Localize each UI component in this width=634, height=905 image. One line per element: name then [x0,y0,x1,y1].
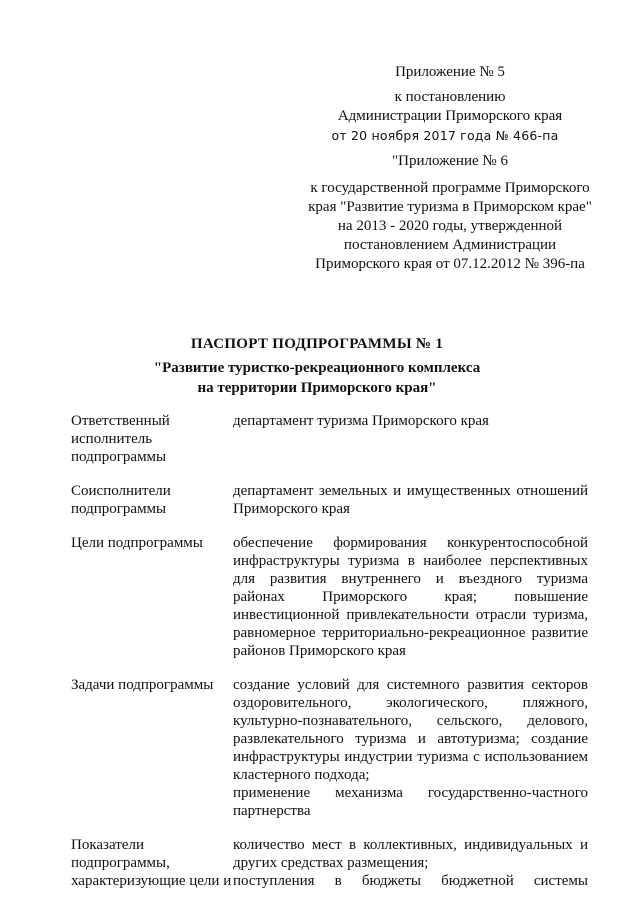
row-label: Показатели подпрограммы, характеризующие цели и [71,837,232,889]
passport-row-coexecutors [71,482,588,518]
row-value-text: создание условий для системного развития секторов оздоровительного, экологического, пляжного, культурно-познавательного, сельского, делового, развлекательного туризма и автотуризма; создание инфраструктуры индустрии туризма с использованием кластерного подхода; [233,677,588,783]
row-value-text: департамент туризма Приморского края [233,413,489,429]
appendix-5-block [300,63,600,145]
passport-title-main: ПАСПОРТ ПОДПРОГРАММЫ № 1 [190,336,444,352]
decree-date-stamp: от 20 ноября 2017 года № 466-па [331,128,559,143]
passport-row-responsible [71,412,588,466]
passport-subtitle-line1: "Развитие туристко-рекреационного комплекса [153,360,481,376]
passport-table [71,412,588,890]
passport-subtitle-line2: на территории Приморского края" [197,380,437,396]
row-label: Задачи подпрограммы [71,677,214,693]
appendix-5-heading: Приложение № 5 [395,64,505,80]
row-value-text: департамент земельных и имущественных отношений Приморского края [233,483,588,517]
row-value-text: количество мест в коллективных, индивидуальных и других средствах размещения; [233,837,588,871]
row-value [233,482,588,518]
appendix-6-body: к государственной программе Приморского края "Развитие туризма в Приморском крае" на 2013 - 2020 годы, утвержденной постановлением Администрации Приморского края от 07.12.2012 № 396-па [308,180,592,272]
passport-row-indicators [71,836,588,890]
row-value-text: обеспечение формирования конкурентоспособной инфраструктуры туризма в наиболее перспективных для развития внутреннего и въездного туризма районах Приморского края; повышение инвестиционной привлекательности отрасли туризма, равномерное территориально-рекреационное развитие районов Приморского края [233,535,588,659]
row-label: Ответственный исполнитель подпрограммы [71,413,170,465]
row-value-text: применение механизма государственно-частного партнерства [233,785,588,819]
appendix-6-heading: "Приложение № 6 [392,153,508,169]
row-value [233,412,588,466]
appendix-5-authority: Администрации Приморского края [337,108,563,124]
passport-row-goals [71,534,588,660]
row-label: Цели подпрограммы [71,535,203,551]
appendix-5-ref: к постановлению [394,89,506,105]
passport-row-tasks [71,676,588,820]
row-value [233,534,588,660]
row-value [233,836,588,890]
row-label: Соисполнители подпрограммы [71,483,171,517]
appendix-6-block [300,152,600,274]
row-value-text: поступления в бюджеты бюджетной системы [233,873,588,889]
row-value [233,676,588,820]
passport-title [0,334,634,398]
